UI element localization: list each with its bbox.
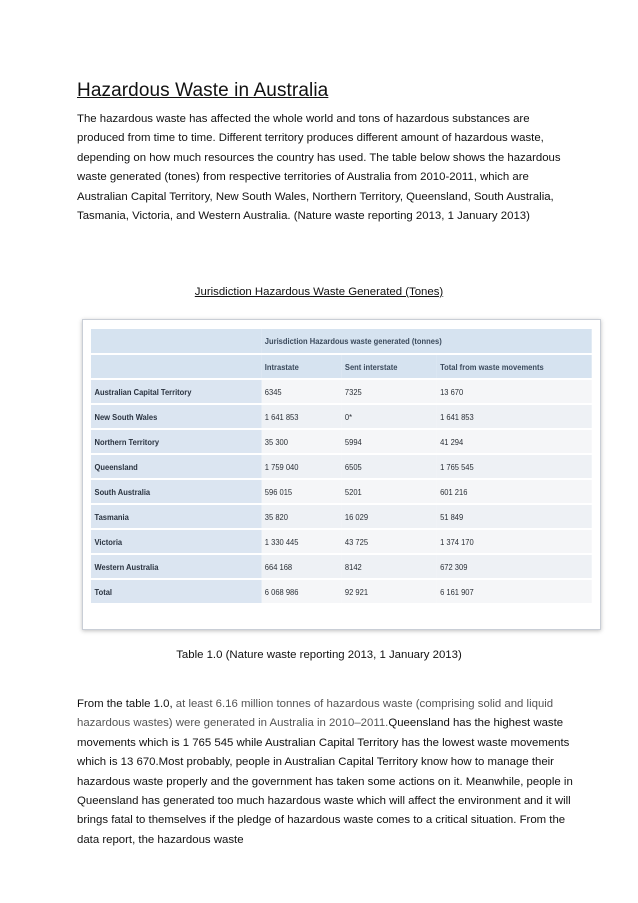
row-label: New South Wales (91, 405, 261, 428)
analysis-paragraph (77, 695, 582, 850)
table-row (91, 505, 592, 528)
row-label: Australian Capital Territory (91, 380, 261, 403)
table-row (91, 405, 592, 428)
table-row (91, 430, 592, 453)
table-caption: Jurisdiction Hazardous Waste Generated (Tones) (194, 286, 444, 298)
column-header-intrastate: Intrastate (261, 355, 341, 378)
table-cell: 92 921 (341, 580, 436, 603)
table-row (91, 455, 592, 478)
para-lead: From the table 1.0, (77, 698, 176, 710)
intro-paragraph: The hazardous waste has affected the whole world and tons of hazardous substances are produced from time to time. Different territory produces different amount of hazardous waste, depending on how much resources the country has used. The table below shows the hazardous waste generated (tones) from respective territories of Australia from 2010-2011, which are Australian Capital Territory, New South Wales, Northern Territory, Queensland, South Australia, Tasmania, Victoria, and Western Australia. (Nature waste reporting 2013, 1 January 2013) (77, 113, 561, 223)
table-cell: 1 641 853 (261, 405, 341, 428)
table-span-header: Jurisdiction Hazardous waste generated (tonnes) (261, 329, 592, 353)
table-cell: 6505 (341, 455, 436, 478)
para-gray-text: at least 6.16 million tonnes of hazardous waste (comprising solid and liquid hazardous wastes) were generated in Australia in 2010–2011. (77, 698, 554, 730)
table-image (82, 319, 601, 630)
table-cell: 0* (341, 405, 436, 428)
hazardous-waste-table (91, 327, 592, 605)
table-cell: 6345 (261, 380, 341, 403)
row-label: Queensland (91, 455, 261, 478)
table-cell: 672 309 (437, 555, 592, 578)
row-label: Northern Territory (91, 430, 261, 453)
row-label: Victoria (91, 530, 261, 553)
table-row (91, 530, 592, 553)
table-cell: 8142 (341, 555, 436, 578)
para-rest: Queensland has the highest waste movements which is 1 765 545 while Australian Capital Territory has the lowest waste movements which is 13 670.Most probably, people in Australian Capital Territory know how to manage their hazardous waste properly and the government has taken some actions on it. Meanwhile, people in Queensland has generated too much hazardous waste which will affect the environment and it will brings fatal to themselves if the pledge of hazardous waste comes to a critical situation. From the data report, the hazardous waste (77, 717, 573, 846)
table-cell: 1 374 170 (437, 530, 592, 553)
column-header-total: Total from waste movements (437, 355, 592, 378)
row-label: Total (91, 580, 261, 603)
table-cell: 5994 (341, 430, 436, 453)
column-header-sent-interstate: Sent interstate (341, 355, 436, 378)
table-cell: 51 849 (437, 505, 592, 528)
table-cell: 6 068 986 (261, 580, 341, 603)
table-cell: 596 015 (261, 480, 341, 503)
page-title: Hazardous Waste in Australia (77, 80, 329, 101)
row-label: Western Australia (91, 555, 261, 578)
table-cell: 35 820 (261, 505, 341, 528)
table-cell: 16 029 (341, 505, 436, 528)
table-cell: 1 765 545 (437, 455, 592, 478)
table-cell: 41 294 (437, 430, 592, 453)
table-cell: 5201 (341, 480, 436, 503)
row-label: South Australia (91, 480, 261, 503)
table-row (91, 555, 592, 578)
header-blank-cell (91, 355, 261, 378)
table-cell: 1 641 853 (437, 405, 592, 428)
table-cell: 1 759 040 (261, 455, 341, 478)
table-cell: 6 161 907 (437, 580, 592, 603)
header-blank-cell (91, 329, 261, 353)
table-cell: 13 670 (437, 380, 592, 403)
table-cell: 35 300 (261, 430, 341, 453)
table-row (91, 380, 592, 403)
table-cell: 1 330 445 (261, 530, 341, 553)
table-cell: 664 168 (261, 555, 341, 578)
table-header-row (91, 329, 592, 353)
table-cell: 601 216 (437, 480, 592, 503)
table-column-header-row (91, 355, 592, 378)
table-row (91, 480, 592, 503)
table-footer-caption: Table 1.0 (Nature waste reporting 2013, 1 January 2013) (176, 649, 462, 661)
row-label: Tasmania (91, 505, 261, 528)
table-cell: 43 725 (341, 530, 436, 553)
table-row (91, 580, 592, 603)
table-cell: 7325 (341, 380, 436, 403)
